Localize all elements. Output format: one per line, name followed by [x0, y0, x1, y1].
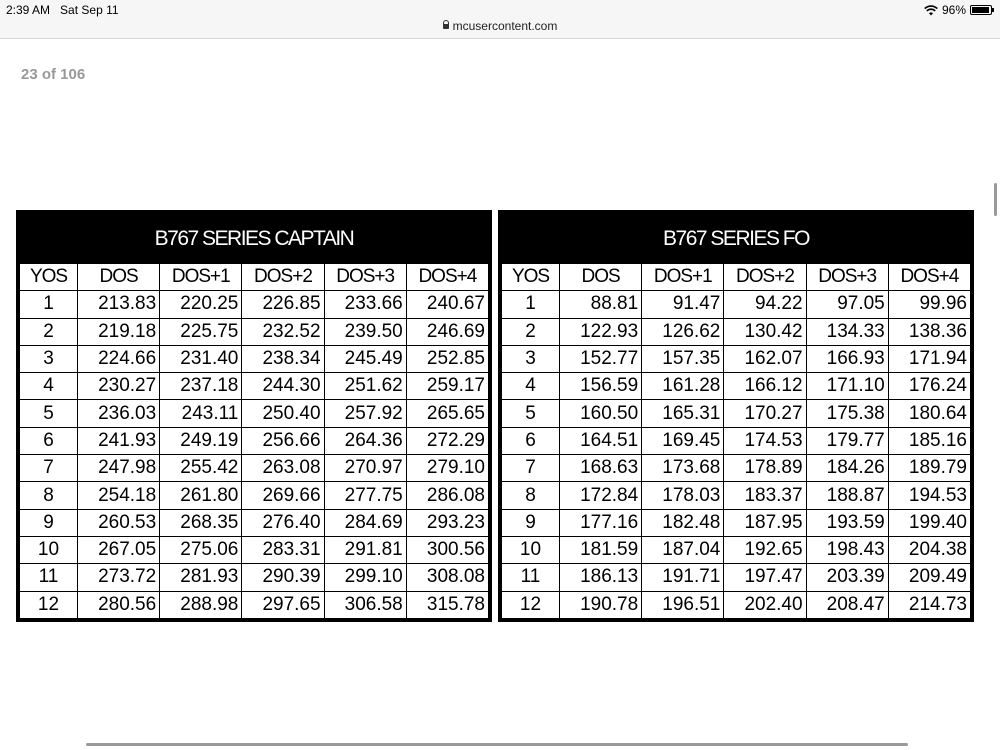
yos-cell: 2	[502, 318, 560, 345]
table-row	[20, 318, 489, 345]
pay-rate-cell: 194.53	[888, 482, 970, 509]
table-row	[502, 373, 971, 400]
pay-rate-cell: 237.18	[160, 373, 242, 400]
pay-rate-cell: 277.75	[324, 482, 406, 509]
pay-rate-cell: 268.35	[160, 509, 242, 536]
table-header-row	[20, 264, 489, 291]
pay-rate-cell: 166.93	[806, 345, 888, 372]
pay-rate-cell: 250.40	[242, 400, 324, 427]
pay-rate-cell: 251.62	[324, 373, 406, 400]
yos-cell: 10	[20, 536, 78, 563]
pay-rate-cell: 245.49	[324, 345, 406, 372]
pay-rate-cell: 239.50	[324, 318, 406, 345]
table-row	[502, 318, 971, 345]
yos-cell: 12	[502, 591, 560, 618]
pay-rate-cell: 306.58	[324, 591, 406, 618]
pay-rate-cell: 152.77	[560, 345, 642, 372]
pay-rate-cell: 134.33	[806, 318, 888, 345]
status-time: 2:39 AM Sat Sep 11	[6, 3, 119, 17]
column-header: YOS	[502, 264, 560, 291]
fo-pay-table	[498, 210, 974, 622]
pay-rate-cell: 241.93	[78, 427, 160, 454]
column-header: DOS+1	[642, 264, 724, 291]
column-header: DOS+4	[406, 264, 488, 291]
yos-cell: 10	[502, 536, 560, 563]
captain-pay-table	[16, 210, 492, 622]
address-bar[interactable]	[0, 19, 1000, 33]
pay-rate-cell: 165.31	[642, 400, 724, 427]
url-text: mcusercontent.com	[452, 19, 558, 33]
fo-table-body	[502, 291, 971, 619]
pay-rate-cell: 164.51	[560, 427, 642, 454]
fo-table-title: B767 SERIES FO	[501, 213, 971, 263]
table-row	[502, 564, 971, 591]
pay-rate-cell: 192.65	[724, 536, 806, 563]
yos-cell: 1	[502, 291, 560, 318]
table-row	[20, 536, 489, 563]
pay-rate-cell: 174.53	[724, 427, 806, 454]
pay-rate-cell: 160.50	[560, 400, 642, 427]
pay-rate-cell: 173.68	[642, 455, 724, 482]
pay-rate-cell: 208.47	[806, 591, 888, 618]
pay-rate-cell: 187.04	[642, 536, 724, 563]
yos-cell: 4	[20, 373, 78, 400]
pay-rate-cell: 196.51	[642, 591, 724, 618]
pay-rate-cell: 252.85	[406, 345, 488, 372]
pay-rate-cell: 233.66	[324, 291, 406, 318]
pay-rate-cell: 183.37	[724, 482, 806, 509]
table-row	[502, 291, 971, 318]
column-header: DOS+2	[242, 264, 324, 291]
pay-rate-cell: 269.66	[242, 482, 324, 509]
captain-table-grid	[19, 263, 489, 619]
pay-rate-cell: 178.03	[642, 482, 724, 509]
pay-rate-cell: 138.36	[888, 318, 970, 345]
yos-cell: 3	[502, 345, 560, 372]
yos-cell: 11	[20, 564, 78, 591]
pay-rate-cell: 157.35	[642, 345, 724, 372]
column-header: DOS+4	[888, 264, 970, 291]
pay-rate-cell: 246.69	[406, 318, 488, 345]
pay-rate-cell: 256.66	[242, 427, 324, 454]
yos-cell: 9	[20, 509, 78, 536]
pay-rate-cell: 177.16	[560, 509, 642, 536]
pay-rate-cell: 197.47	[724, 564, 806, 591]
table-row	[502, 509, 971, 536]
pay-rate-cell: 257.92	[324, 400, 406, 427]
pay-rate-cell: 293.23	[406, 509, 488, 536]
yos-cell: 2	[20, 318, 78, 345]
table-row	[20, 455, 489, 482]
captain-table-title: B767 SERIES CAPTAIN	[19, 213, 489, 263]
pay-rate-cell: 255.42	[160, 455, 242, 482]
pay-rate-cell: 275.06	[160, 536, 242, 563]
pay-rate-cell: 308.08	[406, 564, 488, 591]
pay-rate-cell: 297.65	[242, 591, 324, 618]
pay-rate-cell: 213.83	[78, 291, 160, 318]
column-header: DOS+1	[160, 264, 242, 291]
column-header: DOS+2	[724, 264, 806, 291]
pay-rate-cell: 182.48	[642, 509, 724, 536]
pay-rate-cell: 188.87	[806, 482, 888, 509]
pay-rate-cell: 219.18	[78, 318, 160, 345]
wifi-icon	[924, 5, 938, 16]
pay-rate-cell: 180.64	[888, 400, 970, 427]
pay-rate-cell: 126.62	[642, 318, 724, 345]
table-row	[502, 427, 971, 454]
pay-rate-cell: 156.59	[560, 373, 642, 400]
pay-rate-cell: 97.05	[806, 291, 888, 318]
pay-rate-cell: 279.10	[406, 455, 488, 482]
pay-rate-cell: 166.12	[724, 373, 806, 400]
pay-rate-cell: 243.11	[160, 400, 242, 427]
pay-rate-cell: 283.31	[242, 536, 324, 563]
pay-rate-cell: 240.67	[406, 291, 488, 318]
pay-rate-cell: 179.77	[806, 427, 888, 454]
table-row	[20, 564, 489, 591]
table-row	[20, 482, 489, 509]
table-header-row	[502, 264, 971, 291]
table-row	[20, 291, 489, 318]
captain-table-body	[20, 291, 489, 619]
pay-rate-cell: 189.79	[888, 455, 970, 482]
pay-rate-cell: 260.53	[78, 509, 160, 536]
pay-rate-cell: 168.63	[560, 455, 642, 482]
status-right	[924, 3, 992, 17]
pay-rate-cell: 276.40	[242, 509, 324, 536]
yos-cell: 11	[502, 564, 560, 591]
pay-rate-cell: 261.80	[160, 482, 242, 509]
pay-rate-cell: 299.10	[324, 564, 406, 591]
pay-rate-cell: 224.66	[78, 345, 160, 372]
column-header: DOS+3	[806, 264, 888, 291]
page-counter: 23 of 106	[21, 66, 86, 83]
pay-rate-cell: 209.49	[888, 564, 970, 591]
pay-rate-cell: 171.94	[888, 345, 970, 372]
lock-icon	[443, 24, 449, 29]
pay-rate-cell: 203.39	[806, 564, 888, 591]
pay-rate-cell: 247.98	[78, 455, 160, 482]
pay-rate-cell: 281.93	[160, 564, 242, 591]
pay-rate-cell: 300.56	[406, 536, 488, 563]
column-header: DOS	[78, 264, 160, 291]
yos-cell: 6	[502, 427, 560, 454]
pay-rate-cell: 185.16	[888, 427, 970, 454]
pay-rate-cell: 186.13	[560, 564, 642, 591]
table-row	[20, 400, 489, 427]
pay-rate-cell: 184.26	[806, 455, 888, 482]
pay-rate-cell: 280.56	[78, 591, 160, 618]
table-row	[20, 345, 489, 372]
column-header: YOS	[20, 264, 78, 291]
yos-cell: 7	[20, 455, 78, 482]
pay-rate-cell: 94.22	[724, 291, 806, 318]
yos-cell: 9	[502, 509, 560, 536]
pay-rate-cell: 226.85	[242, 291, 324, 318]
pay-rate-cell: 198.43	[806, 536, 888, 563]
table-row	[502, 400, 971, 427]
pay-rate-cell: 288.98	[160, 591, 242, 618]
pay-rate-cell: 204.38	[888, 536, 970, 563]
pay-rate-cell: 315.78	[406, 591, 488, 618]
pay-rate-cell: 267.05	[78, 536, 160, 563]
yos-cell: 8	[20, 482, 78, 509]
table-row	[502, 591, 971, 618]
pay-rate-cell: 191.71	[642, 564, 724, 591]
pay-rate-cell: 249.19	[160, 427, 242, 454]
yos-cell: 6	[20, 427, 78, 454]
pay-rate-cell: 244.30	[242, 373, 324, 400]
pay-rate-cell: 286.08	[406, 482, 488, 509]
pay-rate-cell: 264.36	[324, 427, 406, 454]
pay-rate-cell: 254.18	[78, 482, 160, 509]
table-row	[20, 591, 489, 618]
pay-rate-cell: 170.27	[724, 400, 806, 427]
scrollbar-thumb[interactable]	[994, 183, 997, 216]
pay-rate-cell: 284.69	[324, 509, 406, 536]
table-row	[20, 373, 489, 400]
pay-rate-cell: 265.65	[406, 400, 488, 427]
battery-icon	[970, 5, 992, 15]
pay-rate-cell: 169.45	[642, 427, 724, 454]
pay-rate-cell: 231.40	[160, 345, 242, 372]
yos-cell: 12	[20, 591, 78, 618]
pay-rate-cell: 202.40	[724, 591, 806, 618]
pay-rate-cell: 122.93	[560, 318, 642, 345]
table-row	[502, 536, 971, 563]
home-indicator[interactable]	[86, 743, 908, 746]
yos-cell: 5	[502, 400, 560, 427]
status-bar	[0, 0, 1000, 39]
fo-table-grid	[501, 263, 971, 619]
pay-rate-cell: 193.59	[806, 509, 888, 536]
yos-cell: 3	[20, 345, 78, 372]
table-row	[502, 345, 971, 372]
yos-cell: 1	[20, 291, 78, 318]
pay-rate-cell: 273.72	[78, 564, 160, 591]
pay-rate-cell: 238.34	[242, 345, 324, 372]
pay-rate-cell: 161.28	[642, 373, 724, 400]
pay-rate-cell: 232.52	[242, 318, 324, 345]
pay-rate-cell: 230.27	[78, 373, 160, 400]
yos-cell: 5	[20, 400, 78, 427]
battery-percent: 96%	[941, 3, 966, 17]
pay-rate-cell: 291.81	[324, 536, 406, 563]
pay-rate-cell: 220.25	[160, 291, 242, 318]
pay-rate-cell: 176.24	[888, 373, 970, 400]
pay-rate-cell: 214.73	[888, 591, 970, 618]
table-row	[502, 482, 971, 509]
table-row	[502, 455, 971, 482]
pay-rate-cell: 130.42	[724, 318, 806, 345]
pay-rate-cell: 171.10	[806, 373, 888, 400]
yos-cell: 4	[502, 373, 560, 400]
pay-rate-cell: 88.81	[560, 291, 642, 318]
pay-rate-cell: 187.95	[724, 509, 806, 536]
pay-rate-cell: 172.84	[560, 482, 642, 509]
column-header: DOS	[560, 264, 642, 291]
pay-rate-cell: 225.75	[160, 318, 242, 345]
yos-cell: 7	[502, 455, 560, 482]
pay-rate-cell: 272.29	[406, 427, 488, 454]
table-row	[20, 427, 489, 454]
pay-rate-cell: 99.96	[888, 291, 970, 318]
table-row	[20, 509, 489, 536]
pay-rate-cell: 91.47	[642, 291, 724, 318]
pay-rate-cell: 199.40	[888, 509, 970, 536]
pay-rate-cell: 263.08	[242, 455, 324, 482]
pay-rate-cell: 181.59	[560, 536, 642, 563]
pay-rate-cell: 236.03	[78, 400, 160, 427]
pay-rate-cell: 162.07	[724, 345, 806, 372]
pay-rate-cell: 270.97	[324, 455, 406, 482]
pay-rate-cell: 190.78	[560, 591, 642, 618]
pay-rate-cell: 175.38	[806, 400, 888, 427]
yos-cell: 8	[502, 482, 560, 509]
pay-rate-cell: 178.89	[724, 455, 806, 482]
pay-rate-cell: 290.39	[242, 564, 324, 591]
column-header: DOS+3	[324, 264, 406, 291]
pay-rate-cell: 259.17	[406, 373, 488, 400]
